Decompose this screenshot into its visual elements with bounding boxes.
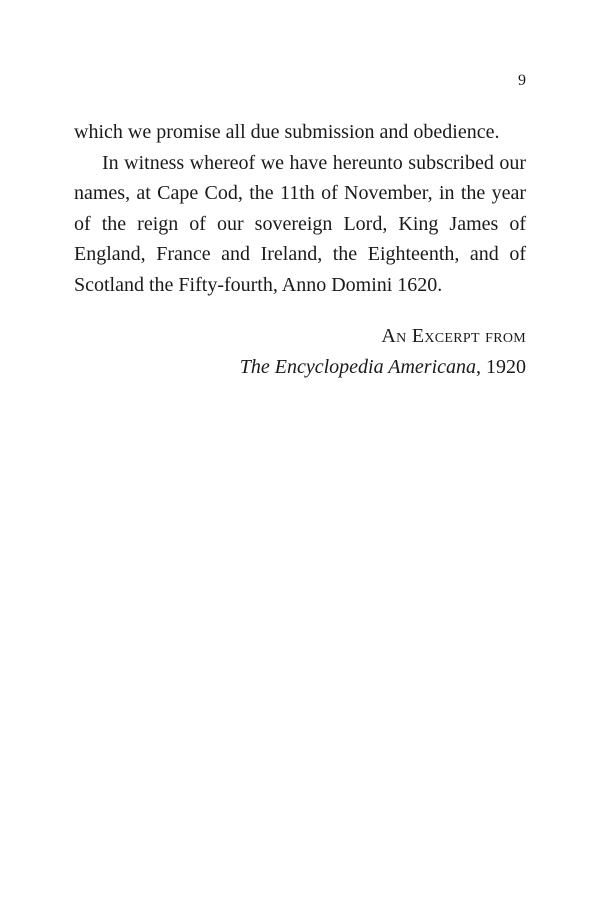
paragraph-continuation: which we promise all due submission and obedience.: [74, 121, 500, 143]
body-text: [74, 117, 526, 300]
attribution: [240, 321, 526, 382]
attribution-source: [240, 352, 526, 383]
attribution-label: An Excerpt from: [381, 325, 526, 347]
page-number: 9: [518, 72, 526, 89]
source-year: , 1920: [476, 355, 526, 378]
source-title: The Encyclopedia Americana: [239, 355, 476, 378]
paragraph-witness: In witness whereof we have hereunto subscribed our names, at Cape Cod, the 11th of November, in the year of the reign of our sovereign Lord, King James of England, France and Ireland, the Eighteenth, and of Scotland the Fifty-fourth, Anno Domini 1620.: [74, 151, 526, 296]
